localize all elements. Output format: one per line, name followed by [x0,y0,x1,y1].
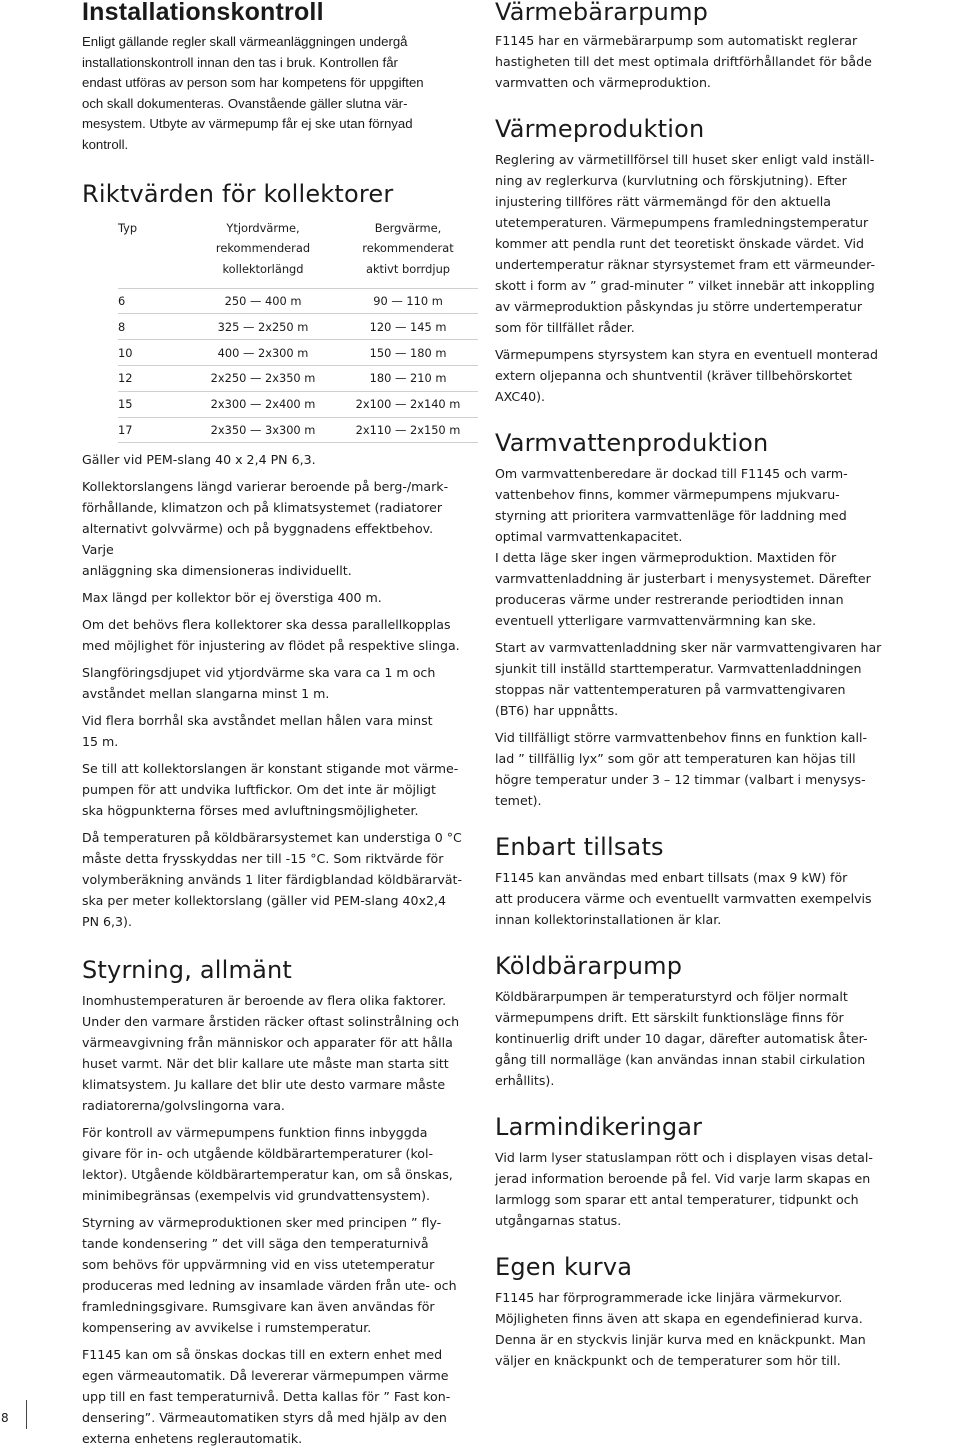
paragraph: Vid tillfälligt större varmvattenbehov finns en funktion kall- lad ” tillfällig lyx” som gör att temperaturen kan höjas till högre temperatur under 3 – 12 timmar (valbart i menysys- temet). [495,730,868,808]
table-cell: 2x250 — 2x350 m [188,365,338,391]
table-cell: 17 [118,417,188,443]
paragraph: F1145 har förprogrammerade icke linjära värmekurvor. Möjligheten finns även att skapa en egendefinierad kurva. Denna är en styckvis linjär kurva med en knäckpunkt. Man väljer en knäckpunkt och de temperaturer som hör till. [495,1290,866,1368]
egen-kurva-heading: Egen kurva [495,1253,633,1281]
table-cell: 120 — 145 m [338,314,478,340]
table-row [118,340,478,366]
paragraph: Köldbärarpumpen är temperaturstyrd och följer normalt värmepumpens drift. Ett särskilt funktionsläge finns för kontinuerlig drift under 10 dagar, därefter automatisk åter- gång till normalläge (kan användas innan stabil cirkulation erhållits). [495,989,868,1088]
table-cell: 2x100 — 2x140 m [338,391,478,417]
table-cell: 325 — 2x250 m [188,314,338,340]
table-cell: 2x300 — 2x400 m [188,391,338,417]
table-row [118,365,478,391]
paragraph: F1145 kan om så önskas dockas till en extern enhet med egen värmeautomatik. Då levererar värmepumpen värme upp till en fast temperaturnivå. Detta kallas för ” Fast kon- densering”. Värmeautomatiken styrs då med hjälp av den externa enhetens reglerautomatik. [82,1347,451,1447]
table-cell: 12 [118,365,188,391]
table-cell: 2x110 — 2x150 m [338,417,478,443]
paragraph: Reglering av värmetillförsel till huset sker enligt vald inställ- ning av reglerkurva (kurvlutning och förskjutning). Efter injustering tillföres rätt värmemängd för den aktuella utetemperaturen. Värmepumpens framledningstemperatur kommer att pendla runt det teoretiskt önskade värdet. Vid undertemperatur räknar styrsystemet fram ett värmeunder- skott i form av ” grad-minuter ” vilket innebär att inkoppling av värmeproduktion påskyndas ju större undertemperatur som för tillfället råder. [495,152,875,335]
table-cell: 8 [118,314,188,340]
left-column [82,0,468,1455]
koldbararpump-heading: Köldbärarpump [495,952,683,980]
installation-paragraph: Enligt gällande regler skall värmeanläggningen undergå installationskontroll innan den tas i bruk. Kontrollen får endast utföras av person som har kompetens för uppgiften och skall dokumenteras. Ovanstående gäller slutna vär- mesystem. Utbyte av värmepump får ej ske utan förnyad kontroll. [82,34,424,152]
table-row [118,288,478,314]
varmeproduktion-heading: Värmeproduktion [495,115,705,143]
paragraph: Vid flera borrhål ska avståndet mellan hålen vara minst 15 m. [82,713,433,750]
table-header-ytjord: Ytjordvärme, rekommenderad kollektorlängd [215,220,311,276]
paragraph: Styrning av värmeproduktionen sker med principen ” fly- tande kondensering ” det vill säga den temperaturnivå som behövs för uppvärmning vid en viss utetemperatur produceras med ledning av insamlade värden från ute- och framledningsgivare. Rumsgivare kan även användas för kompensering av avvikelse i rumstemperatur. [82,1215,457,1336]
paragraph: Slangföringsdjupet vid ytjordvärme ska vara ca 1 m och avståndet mellan slangarna minst 1 m. [82,665,436,702]
paragraph: Kollektorslangens längd varierar beroende på berg-/mark- förhållande, klimatzon och på klimatsystemet (radiatorer alternativt golvvärme) och på byggnadens effektbehov. Varje anläggning ska dimensioneras individuellt. [82,479,449,579]
page-number: 8 [1,1411,9,1425]
paragraph: Om varmvattenberedare är dockad till F1145 och varm- vattenbehov finns, kommer värmepumpens mjukvaru- styrning att prioritera varmvattenläge för laddning med optimal varmvattenkapacitet. I detta läge sker ingen värmeproduktion. Maxtiden för varmvattenladdning är justerbart i menysystemet. Därefter produceras värme under restrerande periodtiden innan eventuell ytterligare varmvattenvärmning kan ske. [495,466,871,628]
table-cell: 180 — 210 m [338,365,478,391]
larmindikeringar-heading: Larmindikeringar [495,1113,703,1141]
riktvarden-heading: Riktvärden för kollektorer [82,179,394,208]
paragraph: För kontroll av värmepumpens funktion finns inbyggda givare för in- och utgående köldbärartemperaturer (kol- lektor). Utgående köldbärartemperatur kan, om så önskas, minimibegränsas (exempelvis vid grundvattensystem). [82,1125,453,1204]
table-row [118,314,478,340]
paragraph: Se till att kollektorslangen är konstant stigande mot värme- pumpen för att undvika luftfickor. Om det inte är möjligt ska högpunkterna förses med avluftningsmöjligheter. [82,761,459,819]
table-row [118,417,478,443]
table-cell: 90 — 110 m [338,288,478,314]
paragraph: Om det behövs flera kollektorer ska dessa parallellkopplas med möjlighet för injustering av flödet på respektive slinga. [82,617,460,654]
varmvattenproduktion-heading: Varmvattenproduktion [495,429,769,457]
table-header-berg: Bergvärme, rekommenderat aktivt borrdjup [362,220,454,276]
paragraph: F1145 har en värmebärarpump som automatiskt reglerar hastigheten till det mest optimala driftförhållandet för både varmvatten och värmeproduktion. [495,33,872,90]
kollektor-table [118,218,478,444]
table-cell: 6 [118,288,188,314]
pem-note: Gäller vid PEM-slang 40 x 2,4 PN 6,3. [82,452,316,468]
table-header-typ: Typ [118,220,138,235]
paragraph: Max längd per kollektor bör ej överstiga 400 m. [82,590,382,606]
styrning-heading: Styrning, allmänt [82,956,293,985]
table-cell: 150 — 180 m [338,340,478,366]
table-cell: 10 [118,340,188,366]
enbart-tillsats-heading: Enbart tillsats [495,833,664,861]
table-cell: 15 [118,391,188,417]
paragraph: Värmepumpens styrsystem kan styra en eventuell monterad extern oljepanna och shuntventil (kräver tillbehörskortet AXC40). [495,347,879,404]
table-cell: 400 — 2x300 m [188,340,338,366]
paragraph: Vid larm lyser statuslampan rött och i displayen visas detal- jerad information beroende på fel. Vid varje larm skapas en larmlogg som sparar ett antal temperaturer, tidpunkt och utgångarnas status. [495,1150,873,1228]
table-header-row [118,218,478,289]
paragraph: Start av varmvattenladdning sker när varmvattengivaren har sjunkit till inställd starttemperatur. Varmvattenladdningen stoppas när vattentemperaturen på varmvattengivaren (BT6) har uppnåtts. [495,640,882,718]
installationskontroll-heading: Installationskontroll [82,0,324,26]
right-column [495,0,887,1377]
paragraph: Inomhustemperaturen är beroende av flera olika faktorer. Under den varmare årstiden räcker oftast solinstrålning och värmeavgivning från människor och apparater för att hålla huset varmt. När det blir kallare ute måste man starta sitt klimatsystem. Ju kallare det blir ute desto varmare måste radiatorerna/golvslingorna vara. [82,993,460,1114]
varmebararpump-heading: Värmebärarpump [495,0,709,26]
table-cell: 250 — 400 m [188,288,338,314]
paragraph: Då temperaturen på köldbärarsystemet kan understiga 0 °C måste detta frysskyddas ner till -15 °C. Som riktvärde för volymberäkning används 1 liter färdigblandad köldbärarvät- ska per meter kollektorslang (gäller vid PEM-slang 40x2,4 PN 6,3). [82,830,463,930]
paragraph: F1145 kan användas med enbart tillsats (max 9 kW) för att producera värme och eventuellt varmvatten exempelvis innan kollektorinstallationen är klar. [495,870,872,927]
table-row [118,391,478,417]
table-cell: 2x350 — 3x300 m [188,417,338,443]
